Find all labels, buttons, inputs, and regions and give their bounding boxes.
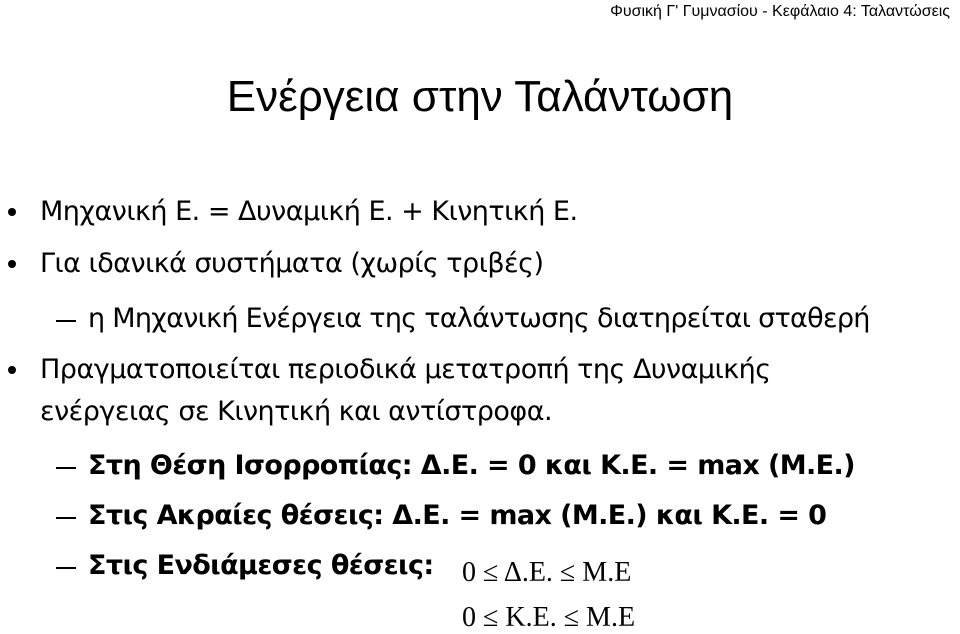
sub-bullet-intermediate: Στις Ενδιάμεσες θέσεις: bbox=[88, 550, 434, 581]
bullet-marker bbox=[8, 208, 16, 216]
bullet-marker bbox=[8, 260, 16, 268]
inequality-kinetic: 0 ≤ Κ.Ε. ≤ Μ.Ε bbox=[462, 602, 636, 633]
sub-bullet-equilibrium: Στη Θέση Ισορροπίας: Δ.Ε. = 0 και Κ.Ε. = max (Μ.Ε.) bbox=[88, 450, 855, 481]
page-header: Φυσική Γ' Γυμνασίου - Κεφάλαιο 4: Ταλαντώσεις bbox=[610, 3, 950, 20]
sub-bullet-extreme: Στις Ακραίες θέσεις: Δ.Ε. = max (Μ.Ε.) και Κ.Ε. = 0 bbox=[88, 500, 827, 531]
slide-title: Ενέργεια στην Ταλάντωση bbox=[226, 72, 734, 121]
bullet-text-line1: Πραγματοποιείται περιοδικά μετατροπή της Δυναμικής bbox=[40, 354, 771, 385]
sub-bullet-dash bbox=[56, 467, 76, 469]
sub-bullet-dash bbox=[56, 567, 76, 569]
bullet-text-line2: ενέργειας σε Κινητική και αντίστροφα. bbox=[40, 396, 553, 427]
sub-bullet-dash bbox=[56, 320, 76, 322]
sub-bullet-text: η Μηχανική Ενέργεια της ταλάντωσης διατηρείται σταθερή bbox=[88, 303, 870, 334]
sub-bullet-dash bbox=[56, 517, 76, 519]
inequality-potential: 0 ≤ Δ.Ε. ≤ Μ.Ε bbox=[462, 557, 632, 588]
bullet-marker bbox=[8, 366, 16, 374]
bullet-text: Μηχανική Ε. = Δυναμική Ε. + Κινητική Ε. bbox=[40, 196, 578, 227]
bullet-text: Για ιδανικά συστήματα (χωρίς τριβές) bbox=[40, 248, 544, 279]
